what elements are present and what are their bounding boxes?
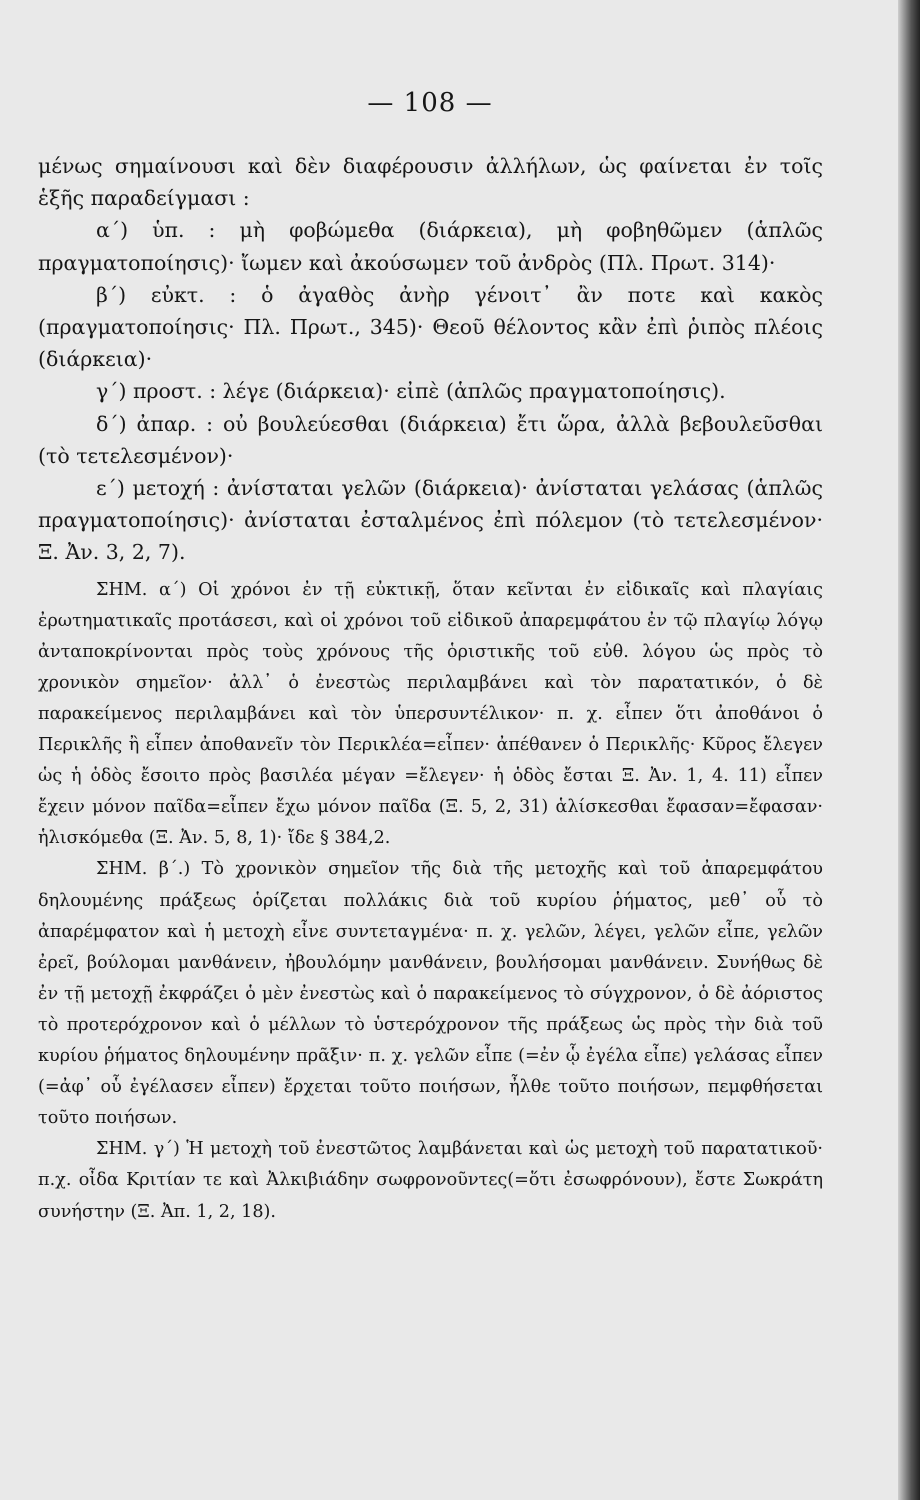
paragraph-delta-infinitive: δ΄) ἀπαρ. : οὐ βουλεύεσθαι (διάρκεια) ἔτι ὥρα, ἀλλὰ βεβουλεῦσθαι (τὸ τετελεσμένον)· <box>38 411 823 468</box>
note-gamma: ΣΗΜ. γ΄) Ἡ μετοχὴ τοῦ ἐνεστῶτος λαμβάνεται καὶ ὡς μετοχὴ τοῦ παρατατικοῦ· π.χ. οἶδα Κριτίαν τε καὶ Ἀλκιβιάδην σωφρονοῦντες(=ὅτι ἐσωφρόνουν), ἔστε Σωκράτη συνήστην (Ξ. Ἀπ. 1, 2, 18). <box>38 1139 823 1222</box>
paragraph-beta-optative: β΄) εὐκτ. : ὁ ἀγαθὸς ἀνὴρ γένοιτ᾽ ἂν ποτε καὶ κακὸς (πραγματοποίησις· Πλ. Πρωτ., 345)· Θεοῦ θέλοντος κἂν ἐπὶ ῥιπὸς πλέοις (διάρκεια)· <box>38 282 823 372</box>
paragraph-intro: μένως σημαίνουσι καὶ δὲν διαφέρουσιν ἀλλήλων, ὡς φαίνεται ἐν τοῖς ἑξῆς παραδείγμασι : <box>38 154 823 211</box>
paragraph-epsilon-participle: ε΄) μετοχή : ἀνίσταται γελῶν (διάρκεια)· ἀνίσταται γελάσας (ἁπλῶς πραγματοποίησις)· ἀνίσταται ἐσταλμένος ἐπὶ πόλεμον (τὸ τετελεσμένον· Ξ. Ἀν. 3, 2, 7). <box>38 476 823 565</box>
book-spine-edge <box>898 0 920 1500</box>
page-number: — 108 — <box>367 88 493 118</box>
note-alpha: ΣΗΜ. α΄) Οἱ χρόνοι ἐν τῇ εὐκτικῇ, ὅταν κεῖνται ἐν εἰδικαῖς καὶ πλαγίαις ἐρωτηματικαῖς προτάσεσι, καὶ οἱ χρόνοι τοῦ εἰδικοῦ ἀπαρεμφάτου ἐν τῷ πλαγίῳ λόγῳ ἀνταποκρίνονται πρὸς τοὺς χρόνους τῆς ὁριστικῆς τοῦ εὐθ. λόγου ὡς πρὸς τὸ χρονικὸν σημεῖον· ἀλλ᾽ ὁ ἐνεστὼς περιλαμβάνει καὶ τὸν παρατατικόν, ὁ δὲ παρακείμενος περιλαμβάνει καὶ τὸν ὑπερσυντέλικον· π. χ. εἶπεν ὅτι ἀποθάνοι ὁ Περικλῆς ἢ εἶπεν ἀποθανεῖν τὸν Περικλέα=εἶπεν· ἀπέθανεν ὁ Περικλῆς· Κῦρος ἔλεγεν ὡς ἡ ὁδὸς ἔσοιτο πρὸς βασιλέα μέγαν =ἔλεγεν· ἡ ὁδὸς ἔσται Ξ. Ἀν. 1, 4. 11) εἶπεν ἔχειν μόνον παῖδα=εἶπεν ἔχω μόνον παῖδα (Ξ. 5, 2, 31) ἁλίσκεσθαι ἔφασαν=ἔφασαν· ἡλισκόμεθα (Ξ. Ἀν. 5, 8, 1)· ἴδε § 384,2. <box>38 579 823 849</box>
paragraph-alpha-subjunctive: α΄) ὑπ. : μὴ φοβώμεθα (διάρκεια), μὴ φοβηθῶμεν (ἁπλῶς πραγματοποίησις)· ἴωμεν καὶ ἀκούσωμεν τοῦ ἀνδρὸς (Πλ. Πρωτ. 314)· <box>38 218 823 275</box>
note-beta: ΣΗΜ. β΄.) Τὸ χρονικὸν σημεῖον τῆς διὰ τῆς μετοχῆς καὶ τοῦ ἀπαρεμφάτου δηλουμένης πράξεως ὁρίζεται πολλάκις διὰ τοῦ κυρίου ῥήματος, μεθ᾽ οὗ τὸ ἀπαρέμφατον καὶ ἡ μετοχὴ εἶνε συντεταγμένα· π. χ. γελῶν, λέγει, γελῶν εἶπε, γελῶν ἐρεῖ, βούλομαι μανθάνειν, ἠβουλόμην μανθάνειν, βουλήσομαι μανθάνειν. Συνήθως δὲ ἐν τῇ μετοχῇ ἐκφράζει ὁ μὲν ἐνεστὼς καὶ ὁ παρακείμενος τὸ σύγχρονον, ὁ δὲ ἀόριστος τὸ προτερόχρονον καὶ ὁ μέλλων τὸ ὑστερόχρονον τῆς πράξεως ὡς πρὸς τὴν διὰ τοῦ κυρίου ῥήματος δηλουμένην πρᾶξιν· π. χ. γελῶν εἶπε (=ἐν ᾧ ἐγέλα εἶπε) γελάσας εἶπεν (=ἀφ᾽ οὗ ἐγέλασεν εἶπεν) ἔρχεται τοῦτο ποιήσων, ἦλθε τοῦτο ποιήσων, πεμφθήσεται τοῦτο ποιήσων. <box>38 859 823 1129</box>
page-body <box>38 150 823 1228</box>
paragraph-gamma-imperative: γ΄) προστ. : λέγε (διάρκεια)· εἰπὲ (ἁπλῶς πραγματοποίησις). <box>96 379 726 404</box>
